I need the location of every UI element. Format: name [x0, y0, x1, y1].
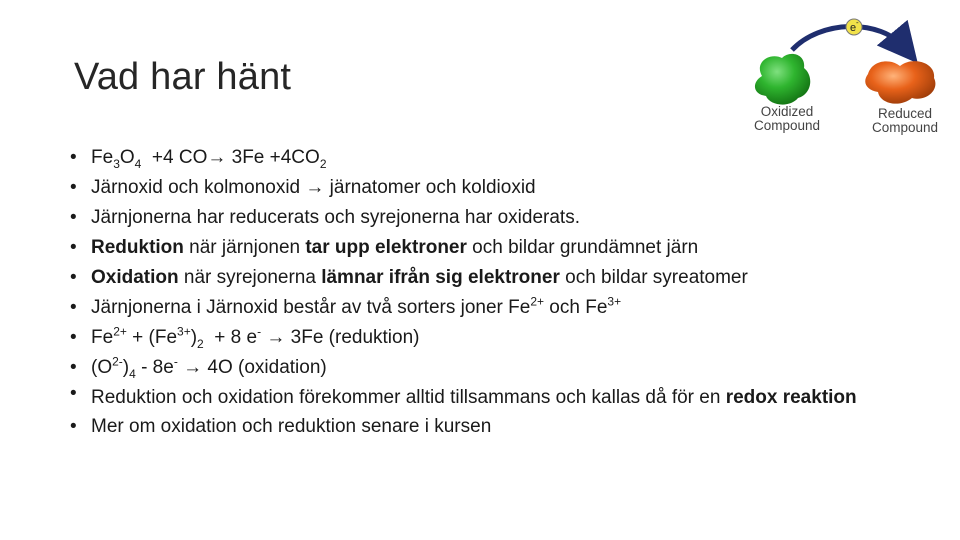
slide-title: Vad har hänt [74, 56, 292, 98]
list-item: • Järnjonerna i Järnoxid består av två sorters joner $Fe^{2+}$ och $Fe^{3+}$ [70, 293, 890, 323]
redox-diagram [740, 12, 950, 140]
arrow-icon: → [183, 357, 203, 378]
list-item: • $Fe_3O_4 +4$ $CO\to 3Fe +4CO_2$ [70, 143, 890, 173]
reduced-compound-icon [865, 61, 935, 104]
list-item: • Järnoxid och kolmonoxid → järnatomer och koldioxid [70, 173, 890, 203]
oxidized-compound-icon [755, 54, 810, 105]
list-item: • Reduktion när järnjonen tar upp elektroner och bildar grundämnet järn [70, 233, 890, 263]
list-item: • Mer om oxidation och reduktion senare i kursen [70, 412, 890, 442]
list-item: • $Fe^{2+} + (Fe^{3+})_2 + 8$ e- → 3Fe (reduktion) [70, 323, 890, 353]
list-item: • Oxidation när syrejonerna lämnar ifrån sig elektroner och bildar syreatomer [70, 263, 890, 293]
oxidized-compound-label: Oxidized Compound [753, 104, 821, 133]
bullet-list [70, 143, 890, 442]
electron-label: e [850, 22, 857, 34]
list-item: • Järnjonerna har reducerats och syrejonerna har oxiderats. [70, 203, 890, 233]
list-item: • $(O^{2-})_4 - 8e^- \to 4O$ (oxidation) [70, 353, 890, 383]
reduced-compound-label: Reduced Compound [871, 106, 939, 135]
electron-sup: - [856, 18, 859, 27]
list-item: • Reduktion och oxidation förekommer alltid tillsammans och kallas då för en redox reaktion [70, 383, 890, 412]
arrow-icon: → [207, 147, 227, 168]
arrow-icon: → [266, 327, 286, 348]
arrow-icon: → [305, 177, 325, 198]
